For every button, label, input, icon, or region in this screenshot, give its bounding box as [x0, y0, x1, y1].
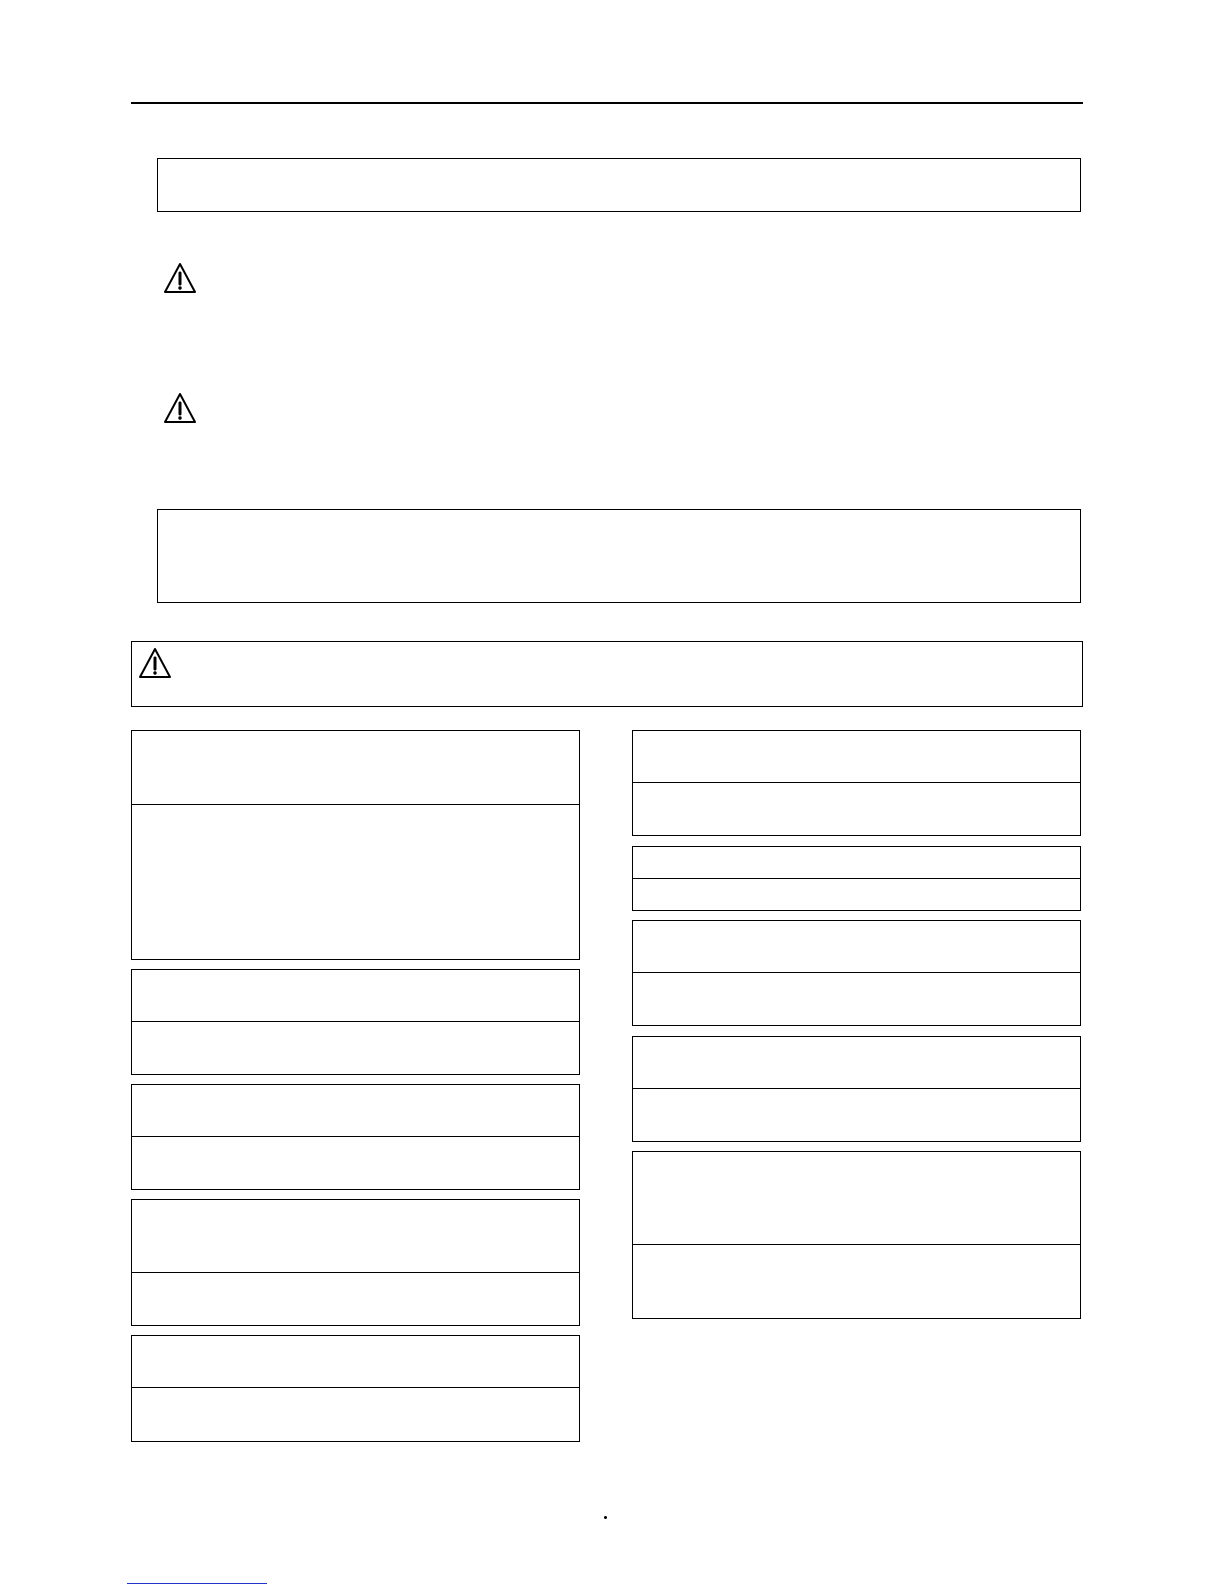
- notice-box-top: [157, 158, 1081, 212]
- warning-triangle-icon: [163, 262, 197, 294]
- table-divider: [132, 1387, 579, 1388]
- table-divider: [633, 1088, 1080, 1089]
- table-divider: [633, 878, 1080, 879]
- right-table-2: [632, 846, 1081, 911]
- table-divider: [633, 1244, 1080, 1245]
- table-divider: [132, 1021, 579, 1022]
- table-divider: [633, 782, 1080, 783]
- table-divider: [132, 1272, 579, 1273]
- header-rule: [131, 102, 1083, 104]
- page-number-dot: [604, 1516, 607, 1519]
- left-table-4: [131, 1199, 580, 1326]
- left-table-5: [131, 1335, 580, 1442]
- footer-link-underline[interactable]: [127, 1583, 267, 1584]
- left-table-3: [131, 1084, 580, 1190]
- warning-triangle-icon: [138, 647, 172, 679]
- table-divider: [132, 804, 579, 805]
- left-table-2: [131, 969, 580, 1075]
- warning-banner: [131, 641, 1083, 707]
- right-table-3: [632, 920, 1081, 1026]
- right-table-4: [632, 1036, 1081, 1142]
- left-table-1: [131, 730, 580, 960]
- right-table-1: [632, 730, 1081, 836]
- right-table-5: [632, 1151, 1081, 1319]
- notice-box-middle: [157, 509, 1081, 603]
- table-divider: [633, 972, 1080, 973]
- warning-triangle-icon: [163, 392, 197, 424]
- table-divider: [132, 1136, 579, 1137]
